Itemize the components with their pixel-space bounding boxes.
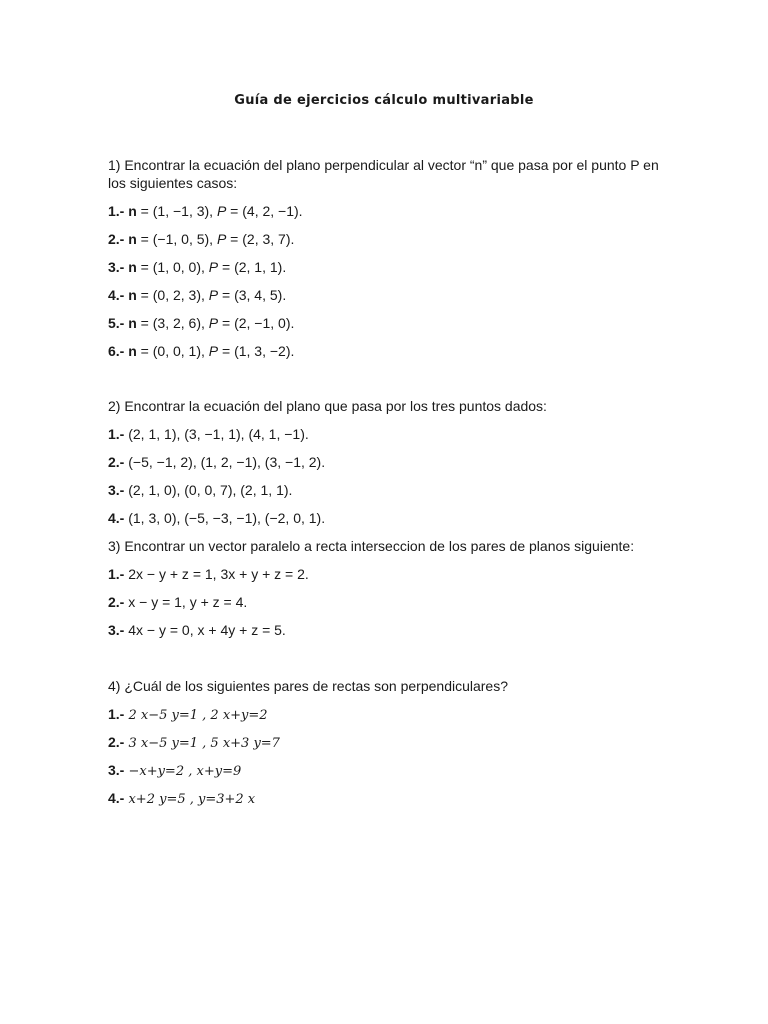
item-text: (1, 3, 0), (−5, −3, −1), (−2, 0, 1). xyxy=(124,510,326,526)
equation-text: 3 x−5 y=1 , 5 x+3 y=7 xyxy=(124,736,280,751)
section3-item-2 xyxy=(108,593,247,611)
item-number: 5.- xyxy=(108,315,125,331)
section2-intro: 2) Encontrar la ecuación del plano que pasa por los tres puntos dados: xyxy=(108,398,547,414)
equation-text: 2 x−5 y=1 , 2 x+y=2 xyxy=(124,708,268,723)
vector-n-value: = (0, 2, 3), xyxy=(136,287,209,303)
item-number: 3.- xyxy=(108,622,125,638)
point-p-value: = (3, 4, 5). xyxy=(218,287,287,303)
equation-text: −x+y=2 , x+y=9 xyxy=(124,764,242,779)
point-p-symbol: P xyxy=(208,259,219,275)
section3-item-1 xyxy=(108,565,309,583)
item-number: 1.- xyxy=(108,566,125,582)
section1-intro-line1: 1) Encontrar la ecuación del plano perpendicular al vector “n” que pasa por el punto P en xyxy=(108,157,659,173)
vector-n-symbol: n xyxy=(128,287,137,303)
section1-item-6 xyxy=(108,342,294,360)
point-p-value: = (2, 1, 1). xyxy=(218,259,287,275)
vector-n-value: = (1, 0, 0), xyxy=(136,259,209,275)
section2-item-4 xyxy=(108,509,325,527)
item-number: 4.- xyxy=(108,790,125,806)
item-text: 2x − y + z = 1, 3x + y + z = 2. xyxy=(124,566,309,582)
section1-item-4 xyxy=(108,286,286,304)
point-p-value: = (2, 3, 7). xyxy=(226,231,295,247)
equation-text: x+2 y=5 , y=3+2 x xyxy=(124,792,256,807)
item-number: 1.- xyxy=(108,706,125,722)
item-number: 6.- xyxy=(108,343,125,359)
section1-intro-line2: los siguientes casos: xyxy=(108,175,238,191)
item-number: 1.- xyxy=(108,426,125,442)
item-number: 3.- xyxy=(108,762,125,778)
section1-item-3 xyxy=(108,258,286,276)
vector-n-symbol: n xyxy=(128,343,137,359)
section3-intro: 3) Encontrar un vector paralelo a recta interseccion de los pares de planos siguiente: xyxy=(108,538,635,554)
vector-n-value: = (0, 0, 1), xyxy=(136,343,209,359)
section4-item-3 xyxy=(108,761,241,781)
vector-n-symbol: n xyxy=(128,315,137,331)
item-number: 4.- xyxy=(108,287,125,303)
vector-n-value: = (1, −1, 3), xyxy=(136,203,217,219)
vector-n-value: = (3, 2, 6), xyxy=(136,315,209,331)
item-number: 3.- xyxy=(108,482,125,498)
item-number: 4.- xyxy=(108,510,125,526)
item-number: 3.- xyxy=(108,259,125,275)
point-p-symbol: P xyxy=(208,315,219,331)
point-p-value: = (4, 2, −1). xyxy=(226,203,303,219)
item-text: (2, 1, 0), (0, 0, 7), (2, 1, 1). xyxy=(124,482,293,498)
section4-item-1 xyxy=(108,705,268,725)
item-text: (−5, −1, 2), (1, 2, −1), (3, −1, 2). xyxy=(124,454,326,470)
item-text: (2, 1, 1), (3, −1, 1), (4, 1, −1). xyxy=(124,426,309,442)
point-p-symbol: P xyxy=(216,203,227,219)
vector-n-value: = (−1, 0, 5), xyxy=(136,231,217,247)
vector-n-symbol: n xyxy=(128,231,137,247)
section4-item-2 xyxy=(108,733,280,753)
section1-item-5 xyxy=(108,314,294,332)
item-number: 2.- xyxy=(108,594,125,610)
section1-item-2 xyxy=(108,230,294,248)
section2-item-2 xyxy=(108,453,325,471)
point-p-symbol: P xyxy=(208,343,219,359)
item-number: 2.- xyxy=(108,231,125,247)
section3-item-3 xyxy=(108,621,286,639)
section1-item-1 xyxy=(108,202,303,220)
point-p-value: = (1, 3, −2). xyxy=(218,343,295,359)
item-text: x − y = 1, y + z = 4. xyxy=(124,594,248,610)
section4-intro: 4) ¿Cuál de los siguientes pares de rectas son perpendiculares? xyxy=(108,678,509,694)
point-p-value: = (2, −1, 0). xyxy=(218,315,295,331)
point-p-symbol: P xyxy=(216,231,227,247)
vector-n-symbol: n xyxy=(128,203,137,219)
item-number: 2.- xyxy=(108,734,125,750)
document-title: Guía de ejercicios cálculo multivariable xyxy=(234,93,534,108)
point-p-symbol: P xyxy=(208,287,219,303)
section2-item-1 xyxy=(108,425,309,443)
section4-item-4 xyxy=(108,789,255,809)
item-number: 1.- xyxy=(108,203,125,219)
vector-n-symbol: n xyxy=(128,259,137,275)
section2-item-3 xyxy=(108,481,292,499)
item-text: 4x − y = 0, x + 4y + z = 5. xyxy=(124,622,286,638)
item-number: 2.- xyxy=(108,454,125,470)
